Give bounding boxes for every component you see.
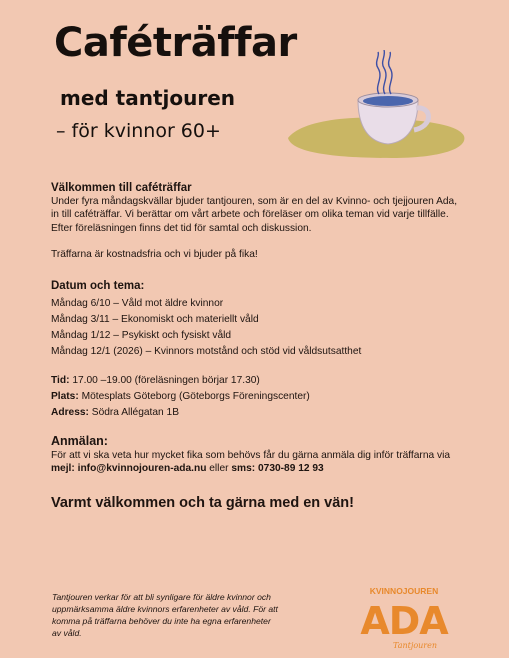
- details-block: [51, 374, 461, 420]
- address-line: [51, 406, 461, 419]
- schedule-item: Måndag 3/11 – Ekonomiskt och materiellt våld: [51, 313, 259, 325]
- mail-label: mejl:: [51, 463, 75, 475]
- free-note: Träffarna är kostnadsfria och vi bjuder på fika!: [51, 249, 258, 261]
- schedule-item: Måndag 12/1 (2026) – Kvinnors motstånd och stöd vid våldsutsatthet: [51, 345, 362, 357]
- schedule-item: Måndag 6/10 – Våld mot äldre kvinnor: [51, 297, 224, 309]
- schedule-heading: Datum och tema:: [51, 279, 145, 292]
- place-value: Mötesplats Göteborg (Göteborgs Föreningscenter): [78, 391, 310, 403]
- intro-heading: Välkommen till caféträffar: [51, 182, 192, 194]
- footer-note: Tantjouren verkar för att bli synligare för äldre kvinnor och uppmärksamma äldre kvinnors erfarenheter av våld. För att komma på träffarna behöver du inte ha egna erfarenheter av våld.: [52, 592, 278, 638]
- intro-body: Under fyra måndagskvällar bjuder tantjouren, som är en del av Kvinno- och tjejjouren Ada, in till caféträffar. Vi berättar om vårt arbete och föreläser om olika teman vid varje tillfälle. Efter föreläsningen finns det tid för samtal och diskussion.: [51, 196, 458, 234]
- signup-text: [51, 449, 461, 476]
- coffee-surface: [363, 96, 413, 106]
- signup-intro: För att vi ska veta hur mycket fika som behövs får du gärna anmäla dig inför träffarna via: [51, 449, 451, 461]
- or-text: eller: [206, 463, 232, 475]
- schedule-list: [51, 297, 461, 358]
- ada-logo: [349, 584, 459, 652]
- logo-top-text: KVINNOJOUREN: [369, 586, 439, 596]
- time-line: [51, 374, 461, 387]
- page-tagline: – för kvinnor 60+: [56, 120, 221, 142]
- schedule-item: Måndag 1/12 – Psykiskt och fysiskt våld: [51, 329, 232, 341]
- time-label: Tid:: [51, 374, 70, 386]
- phone-number[interactable]: 0730-89 12 93: [257, 463, 324, 475]
- sms-label: sms:: [231, 463, 256, 475]
- coffee-cup-illustration: [282, 50, 468, 162]
- steam-line-1: [377, 52, 380, 94]
- steam-line-2: [383, 50, 386, 94]
- logo-script-text: Tantjouren: [392, 641, 438, 650]
- steam-line-3: [389, 52, 392, 94]
- email-link[interactable]: info@kvinnojouren-ada.nu: [77, 463, 207, 475]
- place-label: Plats:: [51, 391, 79, 403]
- place-line: [51, 390, 461, 403]
- time-value: 17.00 –19.00 (föreläsningen börjar 17.30): [69, 374, 260, 386]
- address-value: Södra Allégatan 1B: [88, 407, 179, 419]
- signup-heading: Anmälan:: [51, 433, 108, 448]
- welcome-message: Varmt välkommen och ta gärna med en vän!: [51, 494, 354, 511]
- page-subtitle: med tantjouren: [60, 86, 236, 110]
- main-content: [51, 181, 461, 512]
- address-label: Adress:: [51, 407, 89, 419]
- logo-main-text: ADA: [360, 599, 448, 643]
- page-title: Caféträffar: [54, 20, 297, 66]
